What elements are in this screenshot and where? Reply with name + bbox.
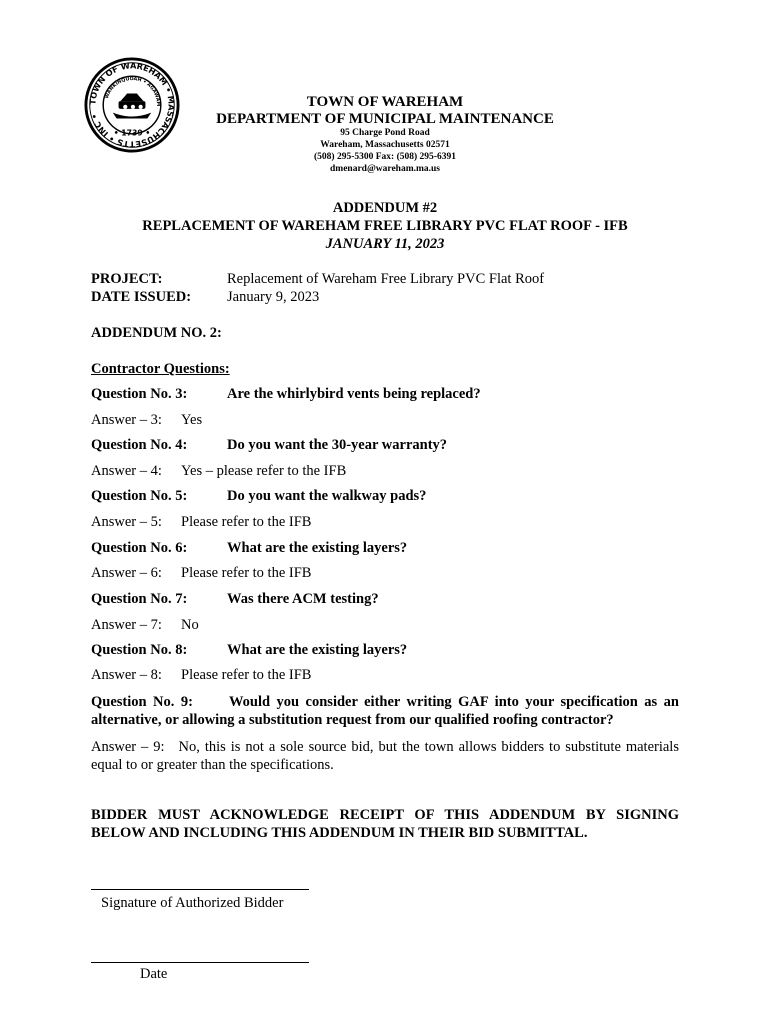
addendum-date: JANUARY 11, 2023 bbox=[325, 236, 445, 252]
answer-9-text: No, this is not a sole source bid, but the town allows bidders to substitute materials equal to or greater than the specifications. bbox=[91, 739, 679, 773]
town-name: TOWN OF WAREHAM bbox=[306, 94, 464, 110]
signature-line bbox=[91, 889, 309, 890]
question-label: Question No. 6: bbox=[91, 540, 188, 556]
svg-text:• 1739 •: • 1739 • bbox=[113, 128, 151, 138]
date-issued-value: January 9, 2023 bbox=[227, 289, 320, 305]
answer-text: No bbox=[181, 617, 199, 633]
question-9-label: Question No. 9: bbox=[91, 694, 193, 710]
question-label: Question No. 8: bbox=[91, 642, 188, 658]
question-text: Was there ACM testing? bbox=[227, 591, 379, 607]
address-line-1: 95 Charge Pond Road bbox=[340, 128, 430, 138]
question-text: Do you want the 30-year warranty? bbox=[227, 437, 448, 453]
seal-outer-text: TOWN OF WAREHAM • MASSACHUSETTS • INC • bbox=[87, 60, 177, 150]
answer-label: Answer – 8: bbox=[91, 667, 162, 683]
addendum-number: ADDENDUM #2 bbox=[332, 200, 438, 216]
addendum-no-heading: ADDENDUM NO. 2: bbox=[91, 325, 222, 341]
answer-label: Answer – 4: bbox=[91, 463, 162, 479]
svg-text:WANKINQUOAH • AGAWAM: WANKINQUOAH • AGAWAM bbox=[104, 77, 161, 107]
question-9 bbox=[91, 693, 679, 729]
contractor-questions-heading: Contractor Questions: bbox=[91, 361, 230, 377]
question-text: What are the existing layers? bbox=[227, 540, 408, 556]
question-label: Question No. 4: bbox=[91, 437, 188, 453]
department-name: DEPARTMENT OF MUNICIPAL MAINTENANCE bbox=[216, 111, 554, 127]
answer-label: Answer – 5: bbox=[91, 514, 162, 530]
answer-text: Yes bbox=[181, 412, 203, 428]
answer-text: Please refer to the IFB bbox=[181, 667, 312, 683]
question-label: Question No. 7: bbox=[91, 591, 188, 607]
answer-9-label: Answer – 9: bbox=[91, 739, 165, 755]
question-9-text: Would you consider either writing GAF into your specification as an alternative, or allowing a substitution request from our qualified roofing contractor? bbox=[91, 694, 679, 728]
date-issued-label: DATE ISSUED: bbox=[91, 289, 192, 305]
question-text: Do you want the walkway pads? bbox=[227, 488, 427, 504]
question-label: Question No. 3: bbox=[91, 386, 188, 402]
answer-label: Answer – 7: bbox=[91, 617, 162, 633]
phone-fax: (508) 295-5300 Fax: (508) 295-6391 bbox=[314, 152, 456, 162]
answer-text: Please refer to the IFB bbox=[181, 565, 312, 581]
project-value: Replacement of Wareham Free Library PVC Flat Roof bbox=[227, 271, 545, 287]
date-line bbox=[91, 962, 309, 963]
question-label: Question No. 5: bbox=[91, 488, 188, 504]
answer-label: Answer – 3: bbox=[91, 412, 162, 428]
answer-text: Yes – please refer to the IFB bbox=[181, 463, 347, 479]
email: dmenard@wareham.ma.us bbox=[330, 164, 440, 174]
acknowledgement-notice: BIDDER MUST ACKNOWLEDGE RECEIPT OF THIS ADDENDUM BY SIGNING BELOW AND INCLUDING THIS ADDENDUM IN THEIR BID SUBMITTAL. bbox=[91, 807, 679, 841]
answer-9 bbox=[91, 738, 679, 774]
signature-label: Signature of Authorized Bidder bbox=[101, 895, 284, 911]
date-label: Date bbox=[140, 966, 168, 982]
question-text: Are the whirlybird vents being replaced? bbox=[227, 386, 481, 402]
answer-text: Please refer to the IFB bbox=[181, 514, 312, 530]
address-line-2: Wareham, Massachusetts 02571 bbox=[320, 140, 450, 150]
answer-label: Answer – 6: bbox=[91, 565, 162, 581]
project-label: PROJECT: bbox=[91, 271, 163, 287]
question-text: What are the existing layers? bbox=[227, 642, 408, 658]
addendum-title: REPLACEMENT OF WAREHAM FREE LIBRARY PVC FLAT ROOF - IFB bbox=[142, 218, 628, 234]
